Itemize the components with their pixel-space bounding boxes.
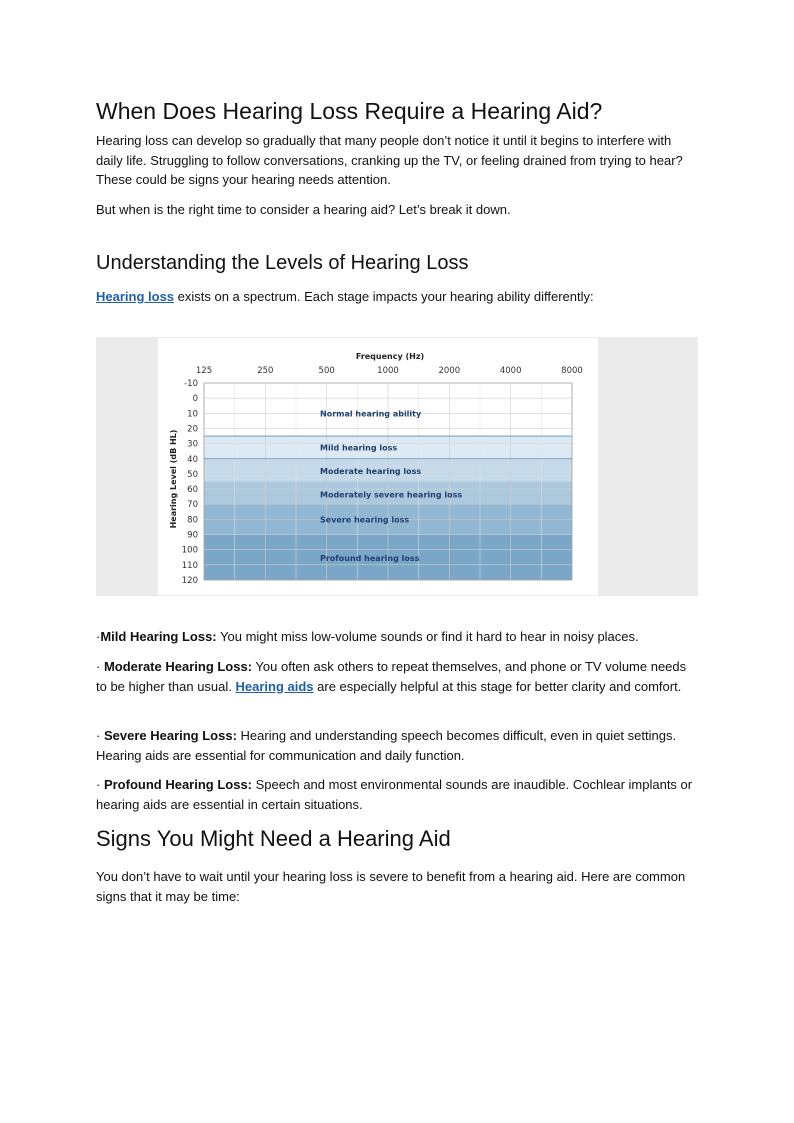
x-tick-label: 125 (195, 366, 213, 376)
x-tick-label: 500 (318, 366, 335, 376)
y-tick-label: 100 (181, 545, 198, 556)
level-moderate-text-after: are especially helpful at this stage for better clarity and comfort. (313, 678, 682, 694)
level-profound-text: Speech and most environmental sounds are inaudible. Cochlear implants or hearing aids are essential in certain situations. (96, 777, 693, 812)
y-tick-label: 10 (187, 409, 198, 420)
levels-intro-paragraph (96, 287, 698, 307)
band-label-0: Normal hearing ability (320, 409, 422, 419)
y-tick-label: 120 (181, 576, 198, 586)
y-tick-label: 70 (187, 500, 198, 511)
y-tick-label: 50 (187, 469, 198, 480)
band-label-2: Moderate hearing loss (320, 466, 422, 476)
level-profound-prefix: · (96, 777, 104, 792)
level-moderate-prefix: · (96, 659, 104, 674)
x-tick-label: 250 (257, 366, 274, 376)
x-tick-label: 2000 (438, 366, 461, 376)
y-tick-label: 60 (187, 485, 198, 496)
levels-intro-text: exists on a spectrum. Each stage impacts your hearing ability differently: (174, 289, 594, 304)
hearing-aids-link[interactable]: Hearing aids (235, 678, 314, 694)
y-tick-label: 110 (181, 560, 198, 571)
hearing-loss-link[interactable]: Hearing loss (96, 289, 175, 304)
x-tick-label: 8000 (561, 366, 583, 376)
level-moderate (96, 657, 698, 696)
band-label-1: Mild hearing loss (320, 443, 398, 453)
level-severe-label: Severe Hearing Loss: (103, 728, 237, 743)
band-label-3: Moderately severe hearing loss (320, 490, 463, 500)
chart-title: Frequency (Hz) (355, 352, 425, 361)
y-tick-label: 0 (192, 394, 198, 405)
level-mild-label: Mild Hearing Loss: (100, 629, 217, 644)
page-title: When Does Hearing Loss Require a Hearing Aid? (96, 98, 603, 124)
level-mild-prefix: · (96, 629, 101, 644)
y-tick-label: 80 (187, 515, 198, 526)
level-severe-prefix: · (96, 728, 104, 743)
level-mild (96, 627, 698, 647)
level-profound (96, 775, 698, 814)
signs-paragraph: You don’t have to wait until your hearing loss is severe to benefit from a hearing aid. Here are common signs that it may be time: (96, 869, 686, 904)
section-heading-signs: Signs You Might Need a Hearing Aid (96, 826, 451, 851)
band-label-5: Profound hearing loss (320, 554, 420, 564)
y-tick-label: 30 (187, 439, 198, 450)
y-tick-label: 20 (187, 424, 198, 435)
level-mild-text: You might miss low-volume sounds or find it hard to hear in noisy places. (216, 629, 639, 644)
section-heading-levels: Understanding the Levels of Hearing Loss (96, 252, 469, 274)
intro-paragraph-2: But when is the right time to consider a hearing aid? Let’s break it down. (96, 202, 511, 217)
x-tick-label: 4000 (499, 366, 522, 376)
audiogram-figure (96, 337, 698, 596)
audiogram-panel (158, 338, 598, 595)
y-tick-label: 40 (187, 454, 198, 465)
band-label-4: Severe hearing loss (320, 515, 410, 525)
level-severe (96, 726, 698, 765)
level-moderate-text: You often ask others to repeat themselves, and phone or TV volume needs to be higher than usual. (96, 659, 687, 694)
x-tick-label: 1000 (377, 366, 399, 376)
level-severe-text: Hearing and understanding speech becomes difficult, even in quiet settings. Hearing aids are essential for communication and daily function. (96, 728, 677, 763)
y-tick-label: -10 (184, 379, 198, 389)
intro-paragraph-1: Hearing loss can develop so gradually that many people don’t notice it until it begins to interfere with daily life. Struggling to follow conversations, cranking up the TV, or feeling drained from trying to hear? These could be signs your hearing needs attention. (96, 133, 683, 187)
y-axis-label: Hearing Level (dB HL) (169, 429, 178, 529)
level-moderate-label: Moderate Hearing Loss: (103, 659, 253, 674)
y-tick-label: 90 (187, 530, 198, 541)
audiogram-chart (158, 338, 598, 595)
level-profound-label: Profound Hearing Loss: (103, 777, 253, 792)
